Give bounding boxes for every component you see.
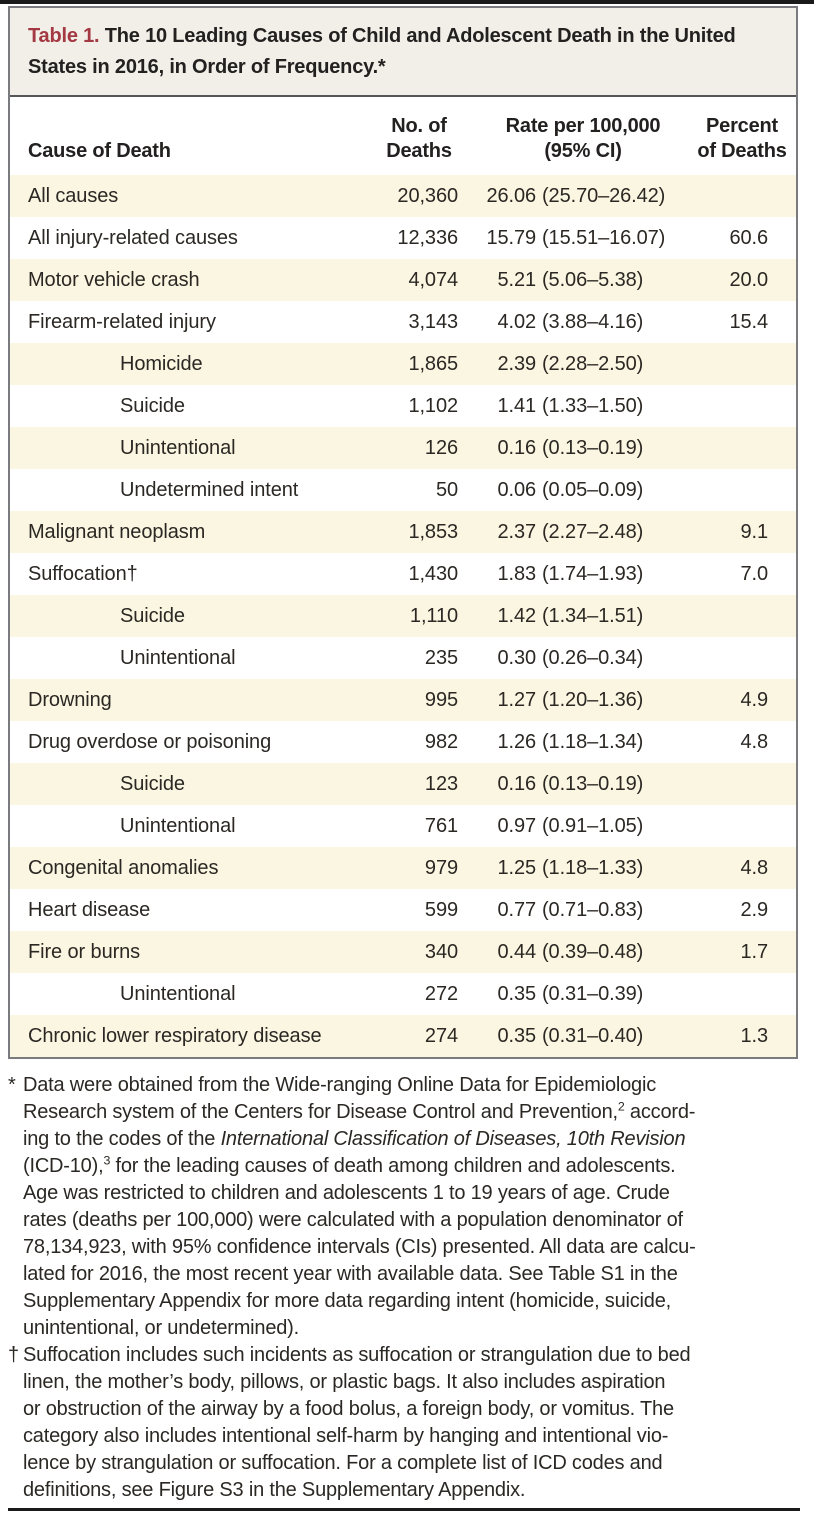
rate-cell (460, 385, 692, 427)
table-row (10, 931, 796, 973)
table-body (10, 175, 796, 1057)
cause-cell: Motor vehicle crash (28, 268, 200, 291)
table-row (10, 175, 796, 217)
footnote-line: definitions, see Figure S3 in the Supplementary Appendix. (23, 1479, 526, 1501)
rate-value: 1.26 (497, 730, 536, 753)
rate-value: 0.77 (497, 898, 536, 921)
percent-cell: 60.6 (729, 226, 768, 249)
deaths-cell: 274 (424, 1024, 458, 1047)
rate-cell (460, 973, 692, 1015)
deaths-cell: 761 (424, 814, 458, 837)
column-header-rate: Rate per 100,000 (95% CI) (505, 115, 661, 162)
cause-cell: Suffocation† (28, 562, 138, 585)
deaths-cell: 340 (424, 940, 458, 963)
percent-cell (692, 763, 796, 805)
confidence-interval: (1.33–1.50) (542, 394, 644, 417)
deaths-cell: 12,336 (397, 226, 458, 249)
table-row (10, 763, 796, 805)
top-rule (0, 0, 814, 4)
cause-cell: Drowning (28, 688, 112, 711)
footnote-text (23, 1342, 804, 1504)
percent-cell: 20.0 (729, 268, 768, 291)
table-title-band (10, 8, 796, 97)
deaths-cell: 1,102 (408, 394, 458, 417)
table-row (10, 511, 796, 553)
percent-cell (692, 175, 796, 217)
footnote-line: Supplementary Appendix for more data regarding intent (homicide, suicide, (23, 1290, 671, 1312)
percent-cell: 1.7 (740, 940, 768, 963)
confidence-interval: (0.39–0.48) (542, 940, 644, 963)
deaths-cell: 20,360 (397, 184, 458, 207)
table-row (10, 889, 796, 931)
deaths-cell: 50 (435, 478, 458, 501)
rate-cell (460, 553, 692, 595)
rate-value: 0.30 (497, 646, 536, 669)
column-header-deaths: No. of Deaths (386, 115, 452, 162)
rate-value: 1.25 (497, 856, 536, 879)
rate-cell (460, 595, 692, 637)
rate-cell (460, 175, 692, 217)
confidence-interval: (0.31–0.39) (542, 982, 644, 1005)
cause-cell: Suicide (120, 772, 185, 795)
table-row (10, 679, 796, 721)
percent-cell: 7.0 (740, 562, 768, 585)
cause-cell: Suicide (120, 604, 185, 627)
percent-cell (692, 805, 796, 847)
table-number-label: Table 1. (28, 25, 100, 47)
rate-value: 1.42 (497, 604, 536, 627)
percent-cell: 1.3 (740, 1024, 768, 1047)
bottom-rule (8, 1508, 800, 1511)
footnote-line: Data were obtained from the Wide-ranging Online Data for Epidemiologic (23, 1074, 657, 1096)
rate-cell (460, 889, 692, 931)
rate-cell (460, 301, 692, 343)
cause-cell: Fire or burns (28, 940, 141, 963)
deaths-cell: 1,110 (409, 604, 458, 627)
rate-cell (460, 763, 692, 805)
confidence-interval: (1.74–1.93) (542, 562, 644, 585)
table-container (8, 6, 798, 1059)
rate-cell (460, 805, 692, 847)
percent-cell (692, 637, 796, 679)
confidence-interval: (0.05–0.09) (542, 478, 644, 501)
rate-value: 2.39 (497, 352, 536, 375)
rate-cell (460, 679, 692, 721)
rate-value: 1.41 (497, 394, 536, 417)
confidence-interval: (1.18–1.34) (542, 730, 644, 753)
rate-value: 1.83 (497, 562, 536, 585)
table-row (10, 637, 796, 679)
confidence-interval: (1.34–1.51) (542, 604, 644, 627)
rate-value: 5.21 (497, 268, 536, 291)
footnote-marker: † (8, 1344, 19, 1366)
table-header (10, 97, 796, 175)
footnote-line: Research system of the Centers for Disease Control and Prevention,$^2$ accord- (23, 1099, 696, 1123)
data-table (10, 97, 796, 1057)
footnote-line: 78,134,923, with 95% confidence intervals (CIs) presented. All data are calcu- (23, 1236, 696, 1258)
table-row (10, 385, 796, 427)
cause-cell: All injury-related causes (28, 226, 238, 249)
deaths-cell: 982 (424, 730, 458, 753)
table-row (10, 805, 796, 847)
footnote-line: Age was restricted to children and adolescents 1 to 19 years of age. Crude (23, 1182, 670, 1204)
cause-cell: Heart disease (28, 898, 151, 921)
cause-cell: Chronic lower respiratory disease (28, 1024, 322, 1047)
confidence-interval: (25.70–26.42) (542, 184, 666, 207)
deaths-cell: 979 (424, 856, 458, 879)
footnote-text (23, 1072, 804, 1342)
rate-value: 0.06 (497, 478, 536, 501)
cause-cell: Unintentional (120, 436, 236, 459)
percent-cell: 4.8 (740, 730, 768, 753)
percent-cell: 4.8 (740, 856, 768, 879)
rate-value: 0.44 (497, 940, 536, 963)
footnotes (8, 1072, 804, 1504)
cause-cell: Homicide (120, 352, 203, 375)
rate-cell (460, 469, 692, 511)
table-row (10, 343, 796, 385)
confidence-interval: (2.27–2.48) (542, 520, 644, 543)
rate-cell (460, 259, 692, 301)
rate-value: 0.16 (497, 436, 536, 459)
rate-cell (460, 637, 692, 679)
confidence-interval: (0.31–0.40) (542, 1024, 644, 1047)
confidence-interval: (0.13–0.19) (542, 436, 644, 459)
column-header-percent: Percent of Deaths (697, 115, 787, 162)
table-title: The 10 Leading Causes of Child and Adolescent Death in the United States in 2016, in Order of Frequency.* (28, 25, 736, 78)
table-row (10, 595, 796, 637)
footnote-line: (ICD-10),$^3$ for the leading causes of death among children and adolescents. (23, 1153, 676, 1177)
confidence-interval: (15.51–16.07) (542, 226, 666, 249)
footnote-line: unintentional, or undetermined). (23, 1317, 300, 1339)
footnote-marker: * (8, 1074, 16, 1096)
rate-cell (460, 511, 692, 553)
percent-cell (692, 973, 796, 1015)
confidence-interval: (0.71–0.83) (542, 898, 644, 921)
rate-value: 1.27 (497, 688, 536, 711)
confidence-interval: (0.26–0.34) (542, 646, 644, 669)
rate-value: 0.97 (497, 814, 536, 837)
rate-cell (460, 427, 692, 469)
deaths-cell: 1,865 (408, 352, 458, 375)
confidence-interval: (5.06–5.38) (542, 268, 644, 291)
cause-cell: Suicide (120, 394, 185, 417)
deaths-cell: 3,143 (408, 310, 458, 333)
deaths-cell: 1,853 (408, 520, 458, 543)
table-row (10, 259, 796, 301)
rate-value: 4.02 (497, 310, 536, 333)
rate-cell (460, 343, 692, 385)
deaths-cell: 272 (424, 982, 458, 1005)
confidence-interval: (1.20–1.36) (542, 688, 644, 711)
deaths-cell: 126 (424, 436, 458, 459)
footnote-line: category also includes intentional self-harm by hanging and intentional vio- (23, 1425, 669, 1447)
percent-cell (692, 595, 796, 637)
table-row (10, 847, 796, 889)
percent-cell (692, 343, 796, 385)
confidence-interval: (0.13–0.19) (542, 772, 644, 795)
confidence-interval: (3.88–4.16) (542, 310, 644, 333)
footnote (8, 1072, 804, 1342)
percent-cell: 9.1 (740, 520, 768, 543)
percent-cell (692, 427, 796, 469)
rate-value: 0.35 (497, 982, 536, 1005)
table-row (10, 427, 796, 469)
cause-cell: All causes (28, 184, 119, 207)
deaths-cell: 123 (424, 772, 458, 795)
cause-cell: Unintentional (120, 646, 236, 669)
cause-cell: Undetermined intent (120, 478, 299, 501)
rate-cell (460, 721, 692, 763)
cause-cell: Unintentional (120, 982, 236, 1005)
percent-cell (692, 469, 796, 511)
table-row (10, 721, 796, 763)
footnote-line: lated for 2016, the most recent year with available data. See Table S1 in the (23, 1263, 678, 1285)
deaths-cell: 995 (424, 688, 458, 711)
confidence-interval: (1.18–1.33) (542, 856, 644, 879)
cause-cell: Unintentional (120, 814, 236, 837)
rate-cell (460, 931, 692, 973)
deaths-cell: 599 (424, 898, 458, 921)
rate-value: 2.37 (497, 520, 536, 543)
percent-cell: 2.9 (740, 898, 768, 921)
percent-cell (692, 385, 796, 427)
footnote-line: or obstruction of the airway by a food bolus, a foreign body, or vomitus. The (23, 1398, 674, 1420)
cause-cell: Firearm-related injury (28, 310, 216, 333)
deaths-cell: 4,074 (408, 268, 458, 291)
footnote (8, 1342, 804, 1504)
cause-cell: Congenital anomalies (28, 856, 219, 879)
footnote-line: rates (deaths per 100,000) were calculated with a population denominator of (23, 1209, 683, 1231)
rate-value: 0.35 (497, 1024, 536, 1047)
confidence-interval: (0.91–1.05) (542, 814, 644, 837)
rate-cell (460, 1015, 692, 1057)
table-row (10, 217, 796, 259)
rate-value: 26.06 (486, 184, 536, 207)
percent-cell: 15.4 (729, 310, 768, 333)
confidence-interval: (2.28–2.50) (542, 352, 644, 375)
table-row (10, 301, 796, 343)
footnote-line: ing to the codes of the International Classification of Diseases, 10th Revision (23, 1128, 686, 1150)
cause-cell: Malignant neoplasm (28, 520, 206, 543)
column-header-cause: Cause of Death (28, 140, 171, 162)
table-row (10, 553, 796, 595)
footnote-line: Suffocation includes such incidents as suffocation or strangulation due to bed (23, 1344, 691, 1366)
rate-value: 15.79 (486, 226, 536, 249)
deaths-cell: 1,430 (408, 562, 458, 585)
table-row (10, 1015, 796, 1057)
footnote-line: lence by strangulation or suffocation. For a complete list of ICD codes and (23, 1452, 663, 1474)
rate-cell (460, 847, 692, 889)
deaths-cell: 235 (424, 646, 458, 669)
rate-cell (460, 217, 692, 259)
cause-cell: Drug overdose or poisoning (28, 730, 272, 753)
footnote-line: linen, the mother’s body, pillows, or plastic bags. It also includes aspiration (23, 1371, 666, 1393)
table-row (10, 973, 796, 1015)
percent-cell: 4.9 (740, 688, 768, 711)
rate-value: 0.16 (497, 772, 536, 795)
table-row (10, 469, 796, 511)
